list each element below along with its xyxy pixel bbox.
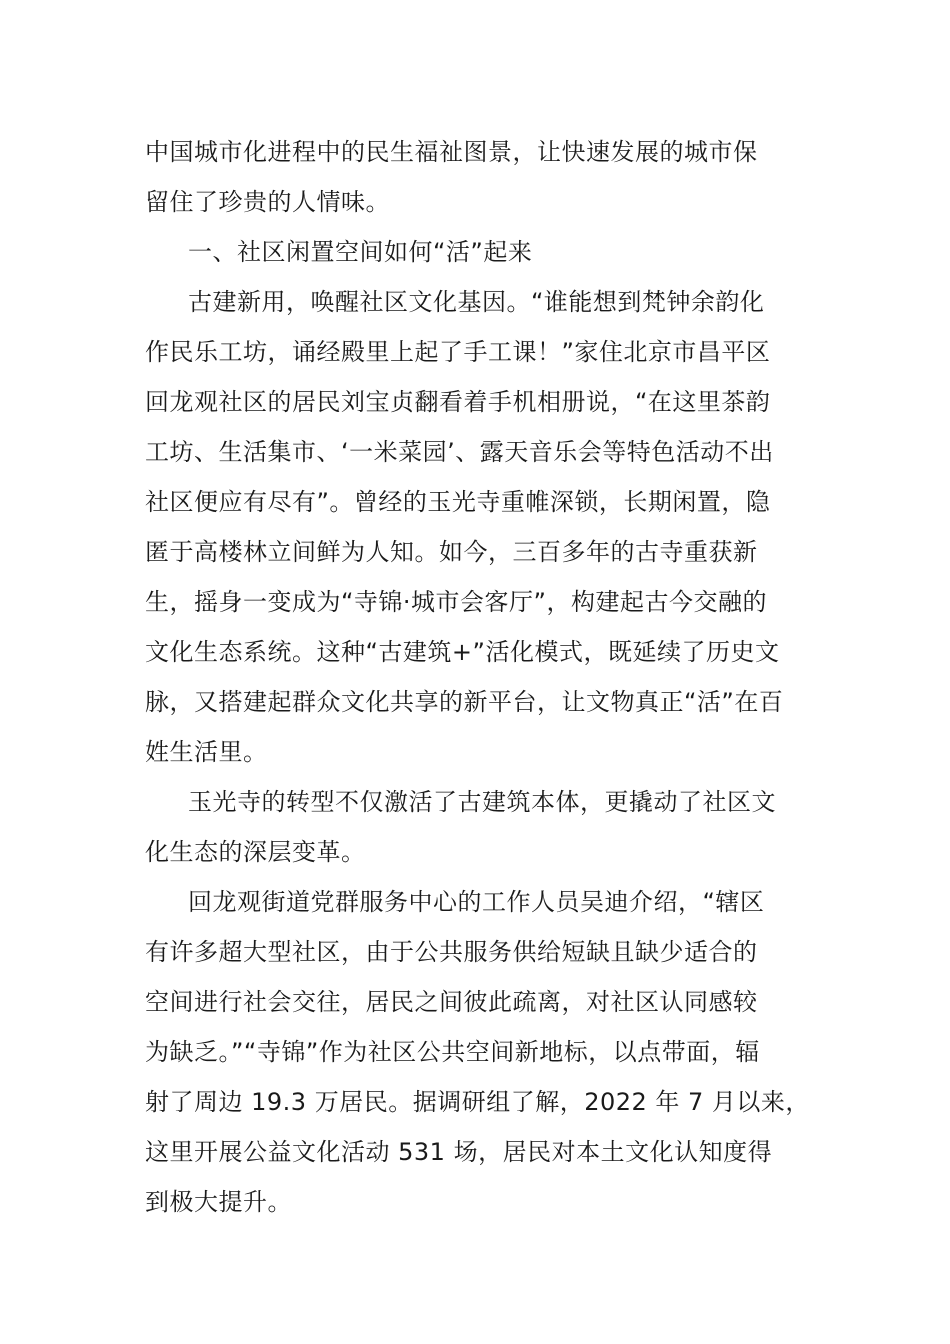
text-line: 文化生态系统。这种“古建筑+”活化模式，既延续了历史文 [145,638,780,666]
text-line: 为缺乏。”“寺锦”作为社区公共空间新地标，以点带面，辐 [145,1038,760,1066]
text-line: 回龙观街道党群服务中心的工作人员吴迪介绍，“辖区 [188,888,765,916]
text-line: 化生态的深层变革。 [145,838,366,866]
text-line: 姓生活里。 [145,738,268,766]
text-line: 匿于高楼林立间鲜为人知。如今，三百多年的古寺重获新 [145,538,758,566]
text-line: 社区便应有尽有”。曾经的玉光寺重帷深锁，长期闲置，隐 [145,488,771,516]
text-line: 生，摇身一变成为“寺锦·城市会客厅”，构建起古今交融的 [145,588,767,616]
article-body [145,127,810,1227]
text-line: 中国城市化进程中的民生福祉图景，让快速发展的城市保 [145,138,758,166]
text-line: 留住了珍贵的人情味。 [145,188,390,216]
text-line: 回龙观社区的居民刘宝贞翻看着手机相册说，“在这里茶韵 [145,388,771,416]
section-heading: 一、社区闲置空间如何“活”起来 [188,238,533,266]
text-line: 有许多超大型社区，由于公共服务供给短缺且缺少适合的 [145,938,758,966]
text-line: 脉，又搭建起群众文化共享的新平台，让文物真正“活”在百 [145,688,784,716]
text-line: 射了周边 19.3 万居民。据调研组了解，2022 年 7 月以来， [145,1088,810,1116]
text-line: 古建新用，唤醒社区文化基因。“谁能想到梵钟余韵化 [188,288,765,316]
text-line: 到极大提升。 [145,1188,292,1216]
text-line: 玉光寺的转型不仅激活了古建筑本体，更撬动了社区文 [188,788,776,816]
text-line: 工坊、生活集市、‘一米菜园’、露天音乐会等特色活动不出 [145,438,774,466]
text-line: 空间进行社会交往，居民之间彼此疏离，对社区认同感较 [145,988,758,1016]
text-line: 作民乐工坊，诵经殿里上起了手工课！”家住北京市昌平区 [145,338,771,366]
text-line: 这里开展公益文化活动 531 场，居民对本土文化认知度得 [145,1138,773,1166]
